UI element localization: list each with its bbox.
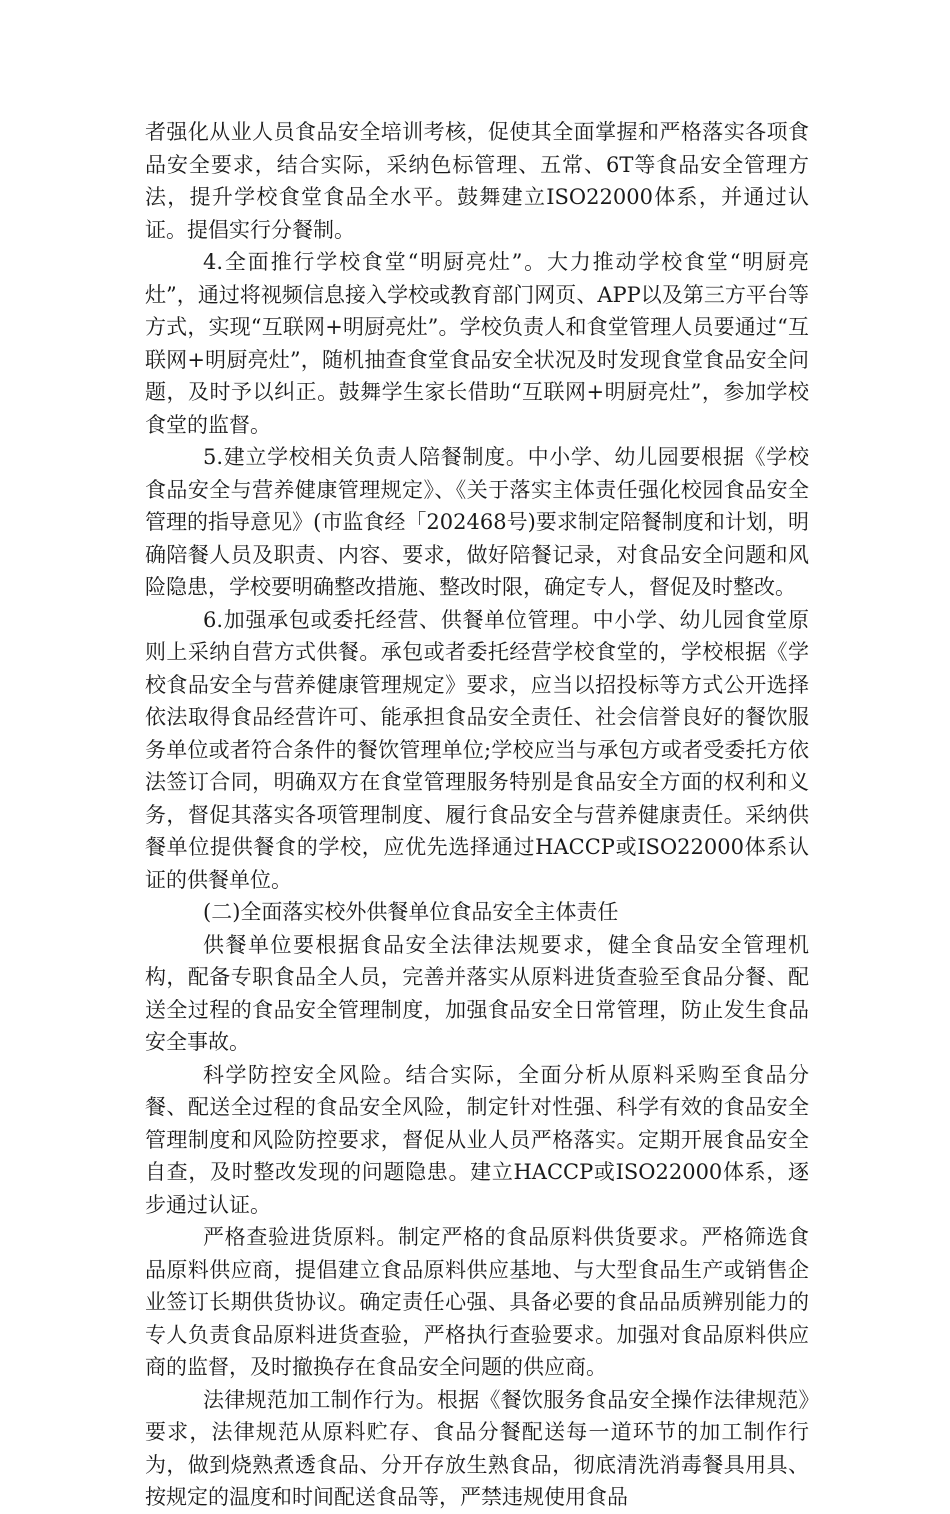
paragraph-supplier-duty: 供餐单位要根据食品安全法律法规要求，健全食品安全管理机构，配备专职食品全人员，完善并落实从原料进货查验至食品分餐、配送全过程的食品安全管理制度，加强食品安全日常管理，防止发生食品安全事故。 [145, 932, 809, 1054]
paragraph-inspection: 严格查验进货原料。制定严格的食品原料供货要求。严格筛选食品原料供应商，提倡建立食品原料供应基地、与大型食品生产或销售企业签订长期供货协议。确定责任心强、具备必要的食品品质辨别能力的专人负责食品原料进货查验，严格执行查验要求。加强对食品原料供应商的监督，及时撤换存在食品安全问题的供应商。 [145, 1225, 809, 1379]
section-heading: (二)全面落实校外供餐单位食品安全主体责任 [203, 900, 619, 924]
paragraph-risk-control: 科学防控安全风险。结合实际，全面分析从原料采购至食品分餐、配送全过程的食品安全风险，制定针对性强、科学有效的食品安全管理制度和风险防控要求，督促从业人员严格落实。定期开展食品安全自查，及时整改发现的问题隐患。建立HACCP或ISO22000体系，逐步通过认证。 [145, 1062, 809, 1217]
paragraph-continuation: 者强化从业人员食品安全培训考核，促使其全面掌握和严格落实各项食品安全要求，结合实际，采纳色标管理、五常、6T等食品安全管理方法，提升学校食堂食品全水平。鼓舞建立ISO22000体系，并通过认证。提倡实行分餐制。 [145, 120, 809, 242]
paragraph-item-5: 5.建立学校相关负责人陪餐制度。中小学、幼儿园要根据《学校食品安全与营养健康管理规定》、《关于落实主体责任强化校园食品安全管理的指导意见》(市监食经「202468号)要求制定陪餐制度和计划，明确陪餐人员及职责、内容、要求，做好陪餐记录，对食品安全问题和风险隐患，学校要明确整改措施、整改时限，确定专人，督促及时整改。 [145, 445, 809, 599]
paragraph-processing: 法律规范加工制作行为。根据《餐饮服务食品安全操作法律规范》要求，法律规范从原料贮存、食品分餐配送每一道环节的加工制作行为，做到烧熟煮透食品、分开存放生熟食品，彻底清洗消毒餐具用具、按规定的温度和时间配送食品等，严禁违规使用食品 [145, 1387, 809, 1509]
paragraph-item-4: 4.全面推行学校食堂“明厨亮灶”。大力推动学校食堂“明厨亮灶”，通过将视频信息接入学校或教育部门网页、APP以及第三方平台等方式，实现“互联网+明厨亮灶”。学校负责人和食堂管理人员要通过“互联网+明厨亮灶”，随机抽查食堂食品安全状况及时发现食堂食品安全问题，及时予以纠正。鼓舞学生家长借助“互联网+明厨亮灶”，参加学校食堂的监督。 [145, 250, 809, 437]
document-body [145, 116, 809, 1514]
paragraph-item-6: 6.加强承包或委托经营、供餐单位管理。中小学、幼儿园食堂原则上采纳自营方式供餐。承包或者委托经营学校食堂的，学校根据《学校食品安全与营养健康管理规定》要求，应当以招投标等方式公开选择依法取得食品经营许可、能承担食品安全责任、社会信誉良好的餐饮服务单位或者符合条件的餐饮管理单位;学校应当与承包方或者受委托方依法签订合同，明确双方在食堂管理服务特别是食品安全方面的权利和义务，督促其落实各项管理制度、履行食品安全与营养健康责任。采纳供餐单位提供餐食的学校，应优先选择通过HACCP或ISO22000体系认证的供餐单位。 [145, 607, 809, 892]
